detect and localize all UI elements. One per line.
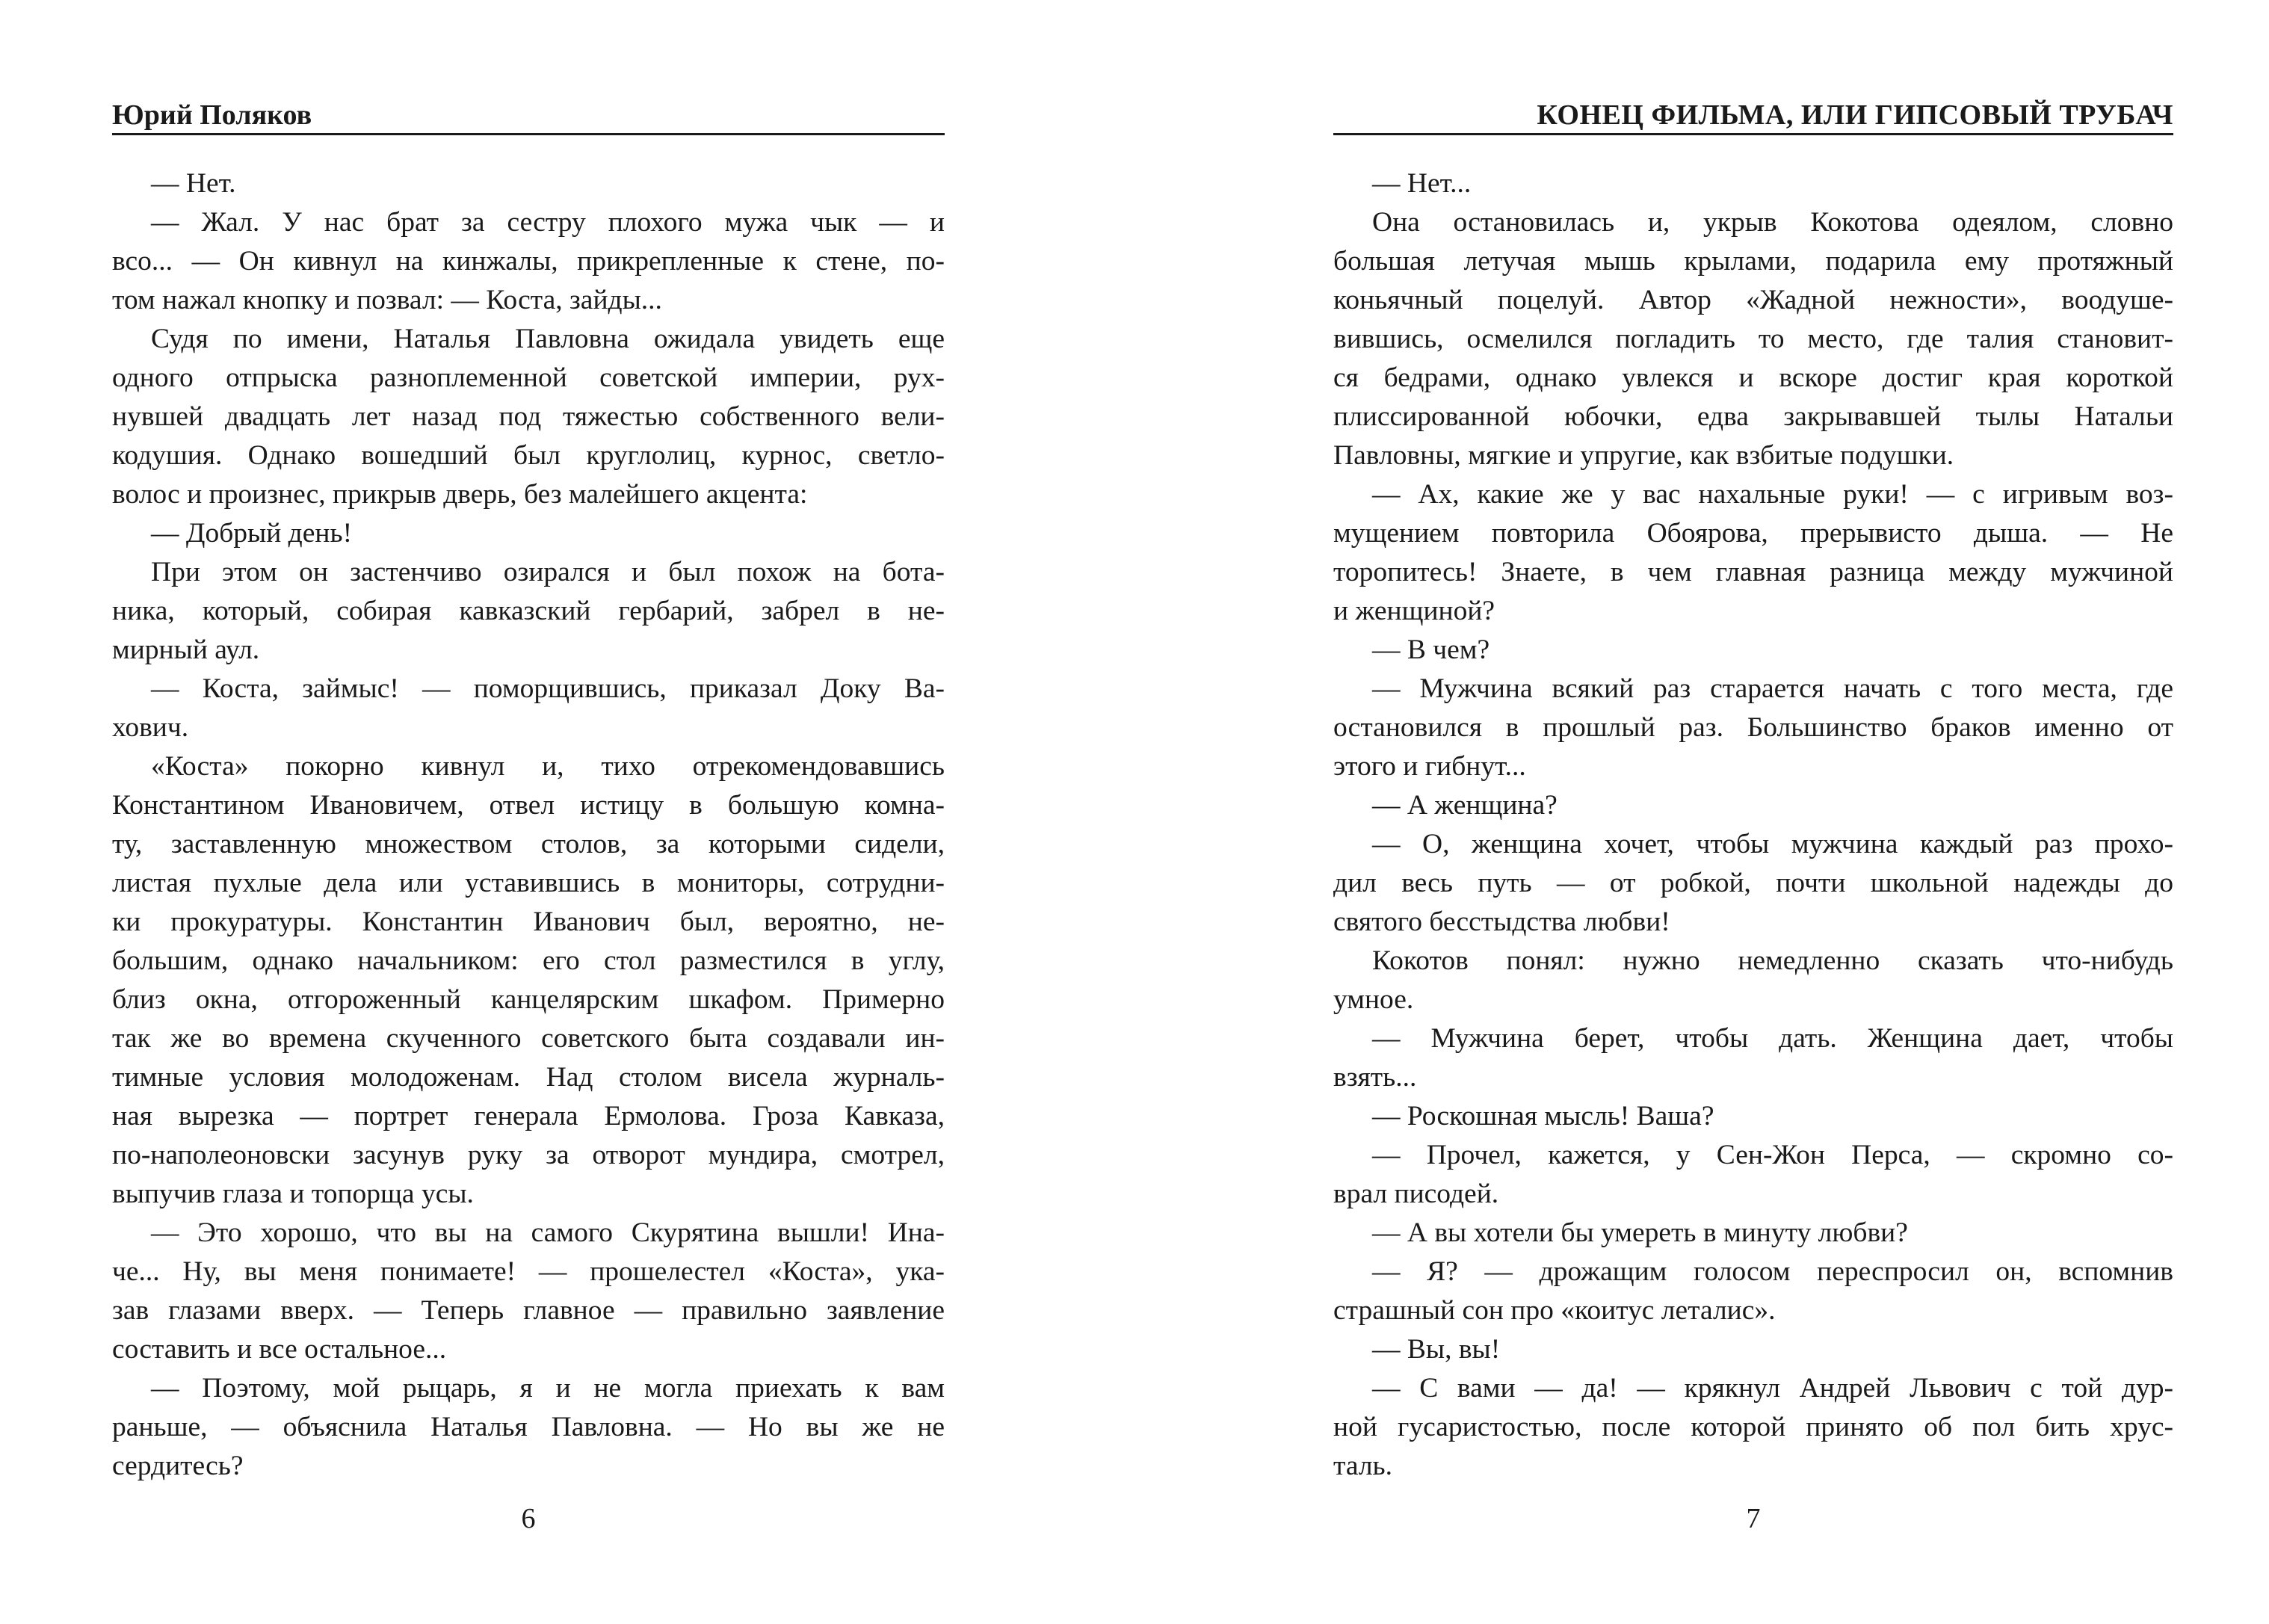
text-line: ся бедрами, однако увлекся и вскоре достиг края короткой: [1333, 362, 2173, 393]
body-text: [1333, 164, 2173, 1486]
text-line: умное.: [1333, 984, 1414, 1015]
text-line: — А женщина?: [1372, 790, 1558, 821]
text-line: — Добрый день!: [151, 518, 353, 549]
text-line: так же во времена скученного советского быта создавали ин-: [112, 1023, 945, 1054]
text-line: вившись, осмелился погладить то место, где талия становит-: [1333, 324, 2173, 354]
text-line: близ окна, отгороженный канцелярским шкафом. Примерно: [112, 984, 945, 1015]
text-line: Павловны, мягкие и упругие, как взбитые подушки.: [1333, 440, 1954, 471]
text-line: ная вырезка — портрет генерала Ермолова. Гроза Кавказа,: [112, 1101, 945, 1131]
text-line: всо... — Он кивнул на кинжалы, прикрепленные к стене, по-: [112, 246, 945, 277]
text-line: — Я? — дрожащим голосом переспросил он, вспомнив: [1372, 1256, 2173, 1287]
text-line: — Нет...: [1372, 168, 1472, 199]
header-rule: [112, 133, 945, 135]
text-line: ной гусаристостью, после которой принято об пол бить хрус-: [1333, 1412, 2173, 1442]
text-line: и женщиной?: [1333, 596, 1495, 626]
text-line: торопитесь! Знаете, в чем главная разница между мужчиной: [1333, 557, 2173, 587]
text-line: — Нет.: [151, 168, 236, 199]
text-line: кодушия. Однако вошедший был круглолиц, курнос, светло-: [112, 440, 945, 471]
text-line: ки прокуратуры. Константин Иванович был, вероятно, не-: [112, 907, 945, 937]
text-line: одного отпрыска разноплеменной советской империи, рух-: [112, 362, 945, 393]
text-line: том нажал кнопку и позвал: — Коста, зайды...: [112, 285, 662, 315]
text-line: выпучив глаза и топорща усы.: [112, 1179, 474, 1209]
text-line: листая пухлые дела или уставившись в мониторы, сотрудни-: [112, 868, 945, 898]
right-page: [1333, 0, 2173, 1624]
text-line: — Ах, какие же у вас нахальные руки! — с игривым воз-: [1372, 479, 2173, 510]
text-line: нувшей двадцать лет назад под тяжестью собственного вели-: [112, 401, 945, 432]
text-line: плиссированной юбочки, едва закрывавшей тылы Натальи: [1333, 401, 2173, 432]
running-head-title: КОНЕЦ ФИЛЬМА, ИЛИ ГИПСОВЫЙ ТРУБАЧ: [1537, 99, 2173, 131]
header-rule: [1333, 133, 2173, 135]
text-line: При этом он застенчиво озирался и был похож на бота-: [151, 557, 945, 587]
text-line: Судя по имени, Наталья Павловна ожидала увидеть еще: [151, 324, 945, 354]
running-head-author: Юрий Поляков: [112, 99, 312, 131]
text-line: составить и все остальное...: [112, 1334, 447, 1365]
text-line: взять...: [1333, 1062, 1417, 1093]
text-line: мущением повторила Обоярова, прерывисто дыша. — Не: [1333, 518, 2173, 549]
text-line: — Мужчина всякий раз старается начать с того места, где: [1372, 673, 2173, 704]
text-line: святого бесстыдства любви!: [1333, 907, 1670, 937]
text-line: зав глазами вверх. — Теперь главное — правильно заявление: [112, 1295, 945, 1326]
text-line: Она остановилась и, укрыв Кокотова одеялом, словно: [1372, 207, 2173, 238]
text-line: таль.: [1333, 1451, 1393, 1481]
text-line: волос и произнес, прикрыв дверь, без малейшего акцента:: [112, 479, 808, 510]
text-line: врал писодей.: [1333, 1179, 1499, 1209]
text-line: Кокотов понял: нужно немедленно сказать что-нибудь: [1372, 945, 2173, 976]
text-line: — В чем?: [1372, 635, 1490, 665]
text-line: — О, женщина хочет, чтобы мужчина каждый раз прохо-: [1372, 829, 2173, 859]
text-line: — А вы хотели бы умереть в минуту любви?: [1372, 1217, 1908, 1248]
text-line: «Коста» покорно кивнул и, тихо отрекомендовавшись: [151, 751, 945, 782]
text-line: — Жал. У нас брат за сестру плохого мужа чык — и: [151, 207, 945, 238]
text-line: хович.: [112, 712, 189, 743]
text-line: — Поэтому, мой рыцарь, я и не могла приехать к вам: [151, 1373, 945, 1404]
text-line: ника, который, собирая кавказский гербарий, забрел в не-: [112, 596, 945, 626]
text-line: этого и гибнут...: [1333, 751, 1526, 782]
text-line: — Прочел, кажется, у Сен-Жон Перса, — скромно со-: [1372, 1140, 2173, 1170]
text-line: — Мужчина берет, чтобы дать. Женщина дает, чтобы: [1372, 1023, 2173, 1054]
text-line: по-наполеоновски засунув руку за отворот мундира, смотрел,: [112, 1140, 945, 1170]
text-line: ту, заставленную множеством столов, за которыми сидели,: [112, 829, 945, 859]
text-line: — С вами — да! — крякнул Андрей Львович с той дур-: [1372, 1373, 2173, 1404]
text-line: Константином Ивановичем, отвел истицу в большую комна-: [112, 790, 945, 821]
text-line: страшный сон про «коитус леталис».: [1333, 1295, 1776, 1326]
text-line: большая летучая мышь крылами, подарила ему протяжный: [1333, 246, 2173, 277]
text-line: — Это хорошо, что вы на самого Скурятина вышли! Ина-: [151, 1217, 945, 1248]
text-line: сердитесь?: [112, 1451, 244, 1481]
text-line: — Вы, вы!: [1372, 1334, 1501, 1365]
text-line: остановился в прошлый раз. Большинство браков именно от: [1333, 712, 2173, 743]
text-line: большим, однако начальником: его стол разместился в углу,: [112, 945, 945, 976]
text-line: дил весь путь — от робкой, почти школьной надежды до: [1333, 868, 2173, 898]
text-line: — Коста, займыс! — поморщившись, приказал Доку Ва-: [151, 673, 945, 704]
text-line: мирный аул.: [112, 635, 260, 665]
text-line: че... Ну, вы меня понимаете! — прошелестел «Коста», ука-: [112, 1256, 945, 1287]
text-line: — Роскошная мысль! Ваша?: [1372, 1101, 1714, 1131]
body-text: [112, 164, 945, 1486]
left-page: [112, 0, 945, 1624]
page-number: 7: [1746, 1503, 1761, 1534]
text-line: тимные условия молодоженам. Над столом висела журналь-: [112, 1062, 945, 1093]
page-number: 6: [521, 1503, 536, 1534]
text-line: раньше, — объяснила Наталья Павловна. — Но вы же не: [112, 1412, 945, 1442]
text-line: коньячный поцелуй. Автор «Жадной нежности», воодуше-: [1333, 285, 2173, 315]
